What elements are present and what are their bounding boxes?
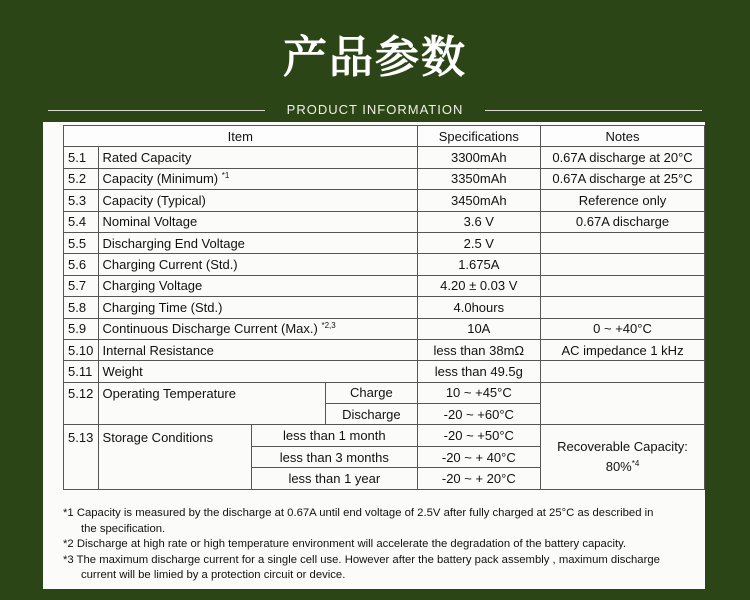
row-spec: 3.6 V	[417, 211, 541, 232]
row-number: 5.5	[64, 232, 99, 253]
row-item: Storage Conditions	[98, 425, 252, 489]
row-item	[98, 211, 417, 232]
subtitle-text: PRODUCT INFORMATION	[286, 102, 464, 117]
table-row	[64, 168, 705, 189]
row-item-footnote-ref: *2,3	[321, 321, 336, 331]
row-item-label: Rated Capacity	[102, 150, 192, 166]
table-row	[64, 425, 705, 446]
row-note	[541, 275, 705, 296]
row-item	[98, 254, 417, 275]
row-spec: 1.675A	[417, 254, 541, 275]
table-row	[64, 232, 705, 253]
section-subtitle	[48, 101, 702, 121]
row-note: AC impedance 1 kHz	[541, 339, 705, 360]
storage-temp: -20 ~ +50°C	[417, 425, 541, 446]
row-spec: 3300mAh	[417, 147, 541, 168]
table-row	[64, 361, 705, 382]
page-title: 产品参数	[283, 32, 467, 83]
row-spec: 3450mAh	[417, 190, 541, 211]
table-row	[64, 147, 705, 168]
table-row	[64, 297, 705, 318]
row-number: 5.9	[64, 318, 99, 339]
footnote-1-cont: the specification.	[81, 522, 166, 535]
row-item-label: Capacity (Minimum)	[102, 171, 219, 187]
row-number: 5.6	[64, 254, 99, 275]
row-item	[98, 339, 417, 360]
row-item-label: Discharging End Voltage	[102, 235, 245, 251]
table-row	[64, 211, 705, 232]
table-row	[64, 275, 705, 296]
row-note: 0.67A discharge at 20°C	[541, 147, 705, 168]
row-spec: less than 49.5g	[417, 361, 541, 382]
storage-note-line2	[541, 457, 704, 477]
row-note	[541, 254, 705, 275]
row-number: 5.7	[64, 275, 99, 296]
row-item	[98, 361, 417, 382]
row-item-footnote-ref: *1	[221, 171, 230, 181]
row-item	[98, 147, 417, 168]
row-spec: 10A	[417, 318, 541, 339]
table-row	[64, 318, 705, 339]
row-note	[541, 382, 705, 425]
footnote-1: *1 Capacity is measured by the discharge at 0.67A until end voltage of 2.5V after fully charged at 25°C as described in	[63, 507, 654, 519]
row-note: 0 ~ +40°C	[541, 318, 705, 339]
footnote-3-cont: current will be limied by a protection circuit or device.	[81, 569, 346, 582]
row-spec: 3350mAh	[417, 168, 541, 189]
storage-temp: -20 ~ + 20°C	[417, 468, 541, 489]
divider-right	[485, 110, 702, 111]
footnotes	[63, 506, 698, 584]
table-row	[64, 190, 705, 211]
row-number: 5.10	[64, 339, 99, 360]
row-spec: 4.20 ± 0.03 V	[417, 275, 541, 296]
row-number: 5.2	[64, 168, 99, 189]
operating-discharge-value: -20 ~ +60°C	[417, 404, 541, 425]
operating-discharge-label: Discharge	[326, 404, 417, 425]
row-note	[541, 361, 705, 382]
storage-period: less than 1 month	[252, 425, 417, 446]
row-item	[98, 318, 417, 339]
row-number: 5.4	[64, 211, 99, 232]
row-note: Reference only	[541, 190, 705, 211]
storage-note-line1: Recoverable Capacity:	[557, 439, 688, 455]
row-item	[98, 168, 417, 189]
operating-charge-label: Charge	[326, 382, 417, 403]
row-item-label: Weight	[102, 363, 143, 379]
storage-temp: -20 ~ + 40°C	[417, 446, 541, 467]
row-number: 5.3	[64, 190, 99, 211]
footnote-3: *3 The maximum discharge current for a single cell use. However after the battery pack assembly , maximum discharge	[63, 553, 660, 566]
row-item	[98, 190, 417, 211]
table-row	[64, 254, 705, 275]
storage-note-footnote-ref: *4	[631, 459, 640, 469]
row-item-label: Charging Time (Std.)	[102, 299, 223, 315]
row-spec: 2.5 V	[417, 232, 541, 253]
operating-charge-value: 10 ~ +45°C	[417, 382, 541, 403]
row-item-label: Charging Current (Std.)	[102, 257, 238, 273]
row-item-label: Charging Voltage	[102, 278, 203, 294]
row-item-label: Continuous Discharge Current (Max.)	[102, 321, 318, 337]
row-number: 5.12	[64, 382, 99, 425]
row-item	[98, 297, 417, 318]
row-note: 0.67A discharge at 25°C	[541, 168, 705, 189]
storage-period: less than 3 months	[252, 446, 417, 467]
row-number: 5.11	[64, 361, 99, 382]
row-number: 5.8	[64, 297, 99, 318]
storage-note	[541, 425, 705, 489]
table-header-row	[64, 126, 705, 147]
row-note	[541, 232, 705, 253]
row-number: 5.1	[64, 147, 99, 168]
row-item-label: Nominal Voltage	[102, 214, 198, 230]
header-notes: Notes	[541, 126, 705, 147]
row-item-label: Internal Resistance	[102, 342, 214, 358]
header-specifications: Specifications	[417, 126, 541, 147]
row-item-label: Capacity (Typical)	[102, 192, 206, 208]
row-note	[541, 297, 705, 318]
storage-period: less than 1 year	[252, 468, 417, 489]
table-row	[64, 339, 705, 360]
header-item: Item	[64, 126, 418, 147]
footnote-2: *2 Discharge at high rate or high temperature environment will accelerate the degradation of the battery capacity.	[63, 538, 627, 551]
spec-table	[63, 125, 705, 490]
row-item	[98, 275, 417, 296]
storage-note-value: 80%	[605, 459, 632, 475]
row-spec: 4.0hours	[417, 297, 541, 318]
table-row	[64, 382, 705, 403]
spec-sheet	[43, 122, 705, 589]
row-note: 0.67A discharge	[541, 211, 705, 232]
row-number: 5.13	[64, 425, 99, 489]
row-spec: less than 38mΩ	[417, 339, 541, 360]
row-item	[98, 232, 417, 253]
row-item: Operating Temperature	[98, 382, 326, 425]
